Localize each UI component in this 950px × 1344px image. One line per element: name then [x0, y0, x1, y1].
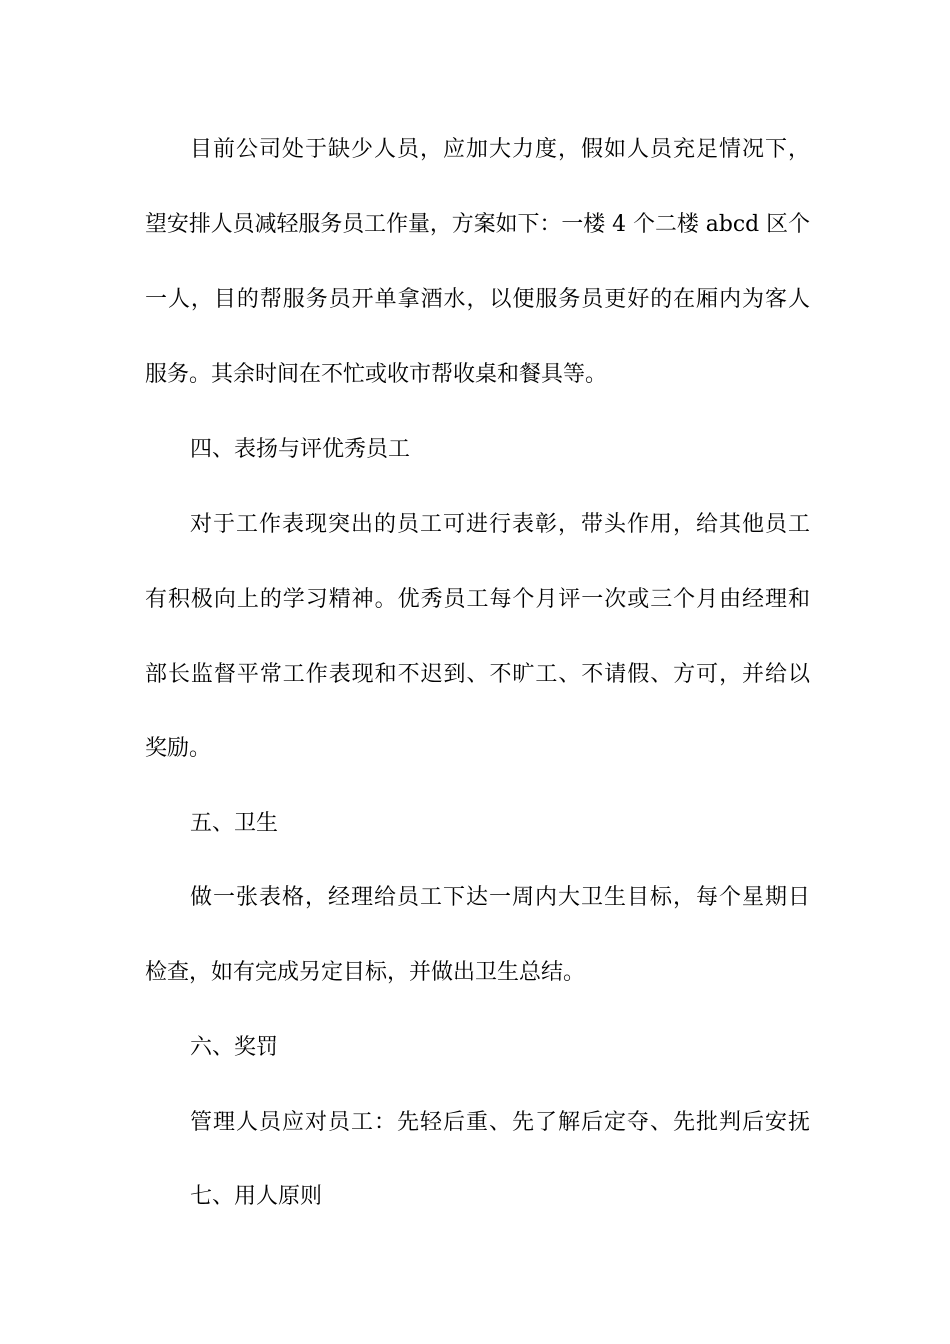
paragraph-line	[145, 658, 810, 692]
heading-text: 六、奖罚	[190, 1035, 279, 1060]
line-text: 有积极向上的学习精神。优秀员工每个月评一次或三个月由经理和	[145, 587, 811, 612]
section-heading	[190, 807, 810, 841]
paragraph-line	[145, 583, 810, 617]
line-text: 服务。其余时间在不忙或收市帮收桌和餐具等。	[145, 362, 608, 387]
section-heading	[190, 1031, 810, 1065]
section-heading	[190, 433, 810, 467]
heading-text: 四、表扬与评优秀员工	[190, 437, 411, 462]
paragraph-line	[190, 508, 810, 542]
heading-text: 七、用人原则	[190, 1184, 323, 1209]
paragraph-line	[145, 732, 810, 766]
paragraph-line	[190, 881, 810, 915]
line-text: 一人，目的帮服务员开单拿酒水，以便服务员更好的在厢内为客人	[145, 287, 811, 312]
line-text: 做一张表格，经理给员工下达一周内大卫生目标，每个星期日	[190, 885, 811, 910]
line-text: 管理人员应对员工：先轻后重、先了解后定夺、先批判后安抚	[190, 1110, 811, 1135]
line-text: 检查，如有完成另定目标，并做出卫生总结。	[145, 960, 586, 985]
paragraph-line	[145, 358, 810, 392]
section-heading	[190, 1180, 810, 1214]
line-text: 奖励。	[145, 736, 212, 761]
paragraph-line	[145, 956, 810, 990]
line-text: 目前公司处于缺少人员，应加大力度，假如人员充足情况下，	[190, 137, 811, 162]
paragraph-line	[145, 283, 810, 317]
heading-text: 五、卫生	[190, 811, 279, 836]
paragraph-line	[190, 1106, 810, 1140]
line-text: 对于工作表现突出的员工可进行表彰，带头作用，给其他员工	[190, 512, 811, 537]
line-text: 望安排人员减轻服务员工作量，方案如下：一楼 4 个二楼 abcd 区个	[145, 212, 810, 237]
paragraph-line	[145, 208, 810, 242]
line-text: 部长监督平常工作表现和不迟到、不旷工、不请假、方可，并给以	[145, 662, 811, 687]
paragraph-line	[190, 133, 810, 167]
